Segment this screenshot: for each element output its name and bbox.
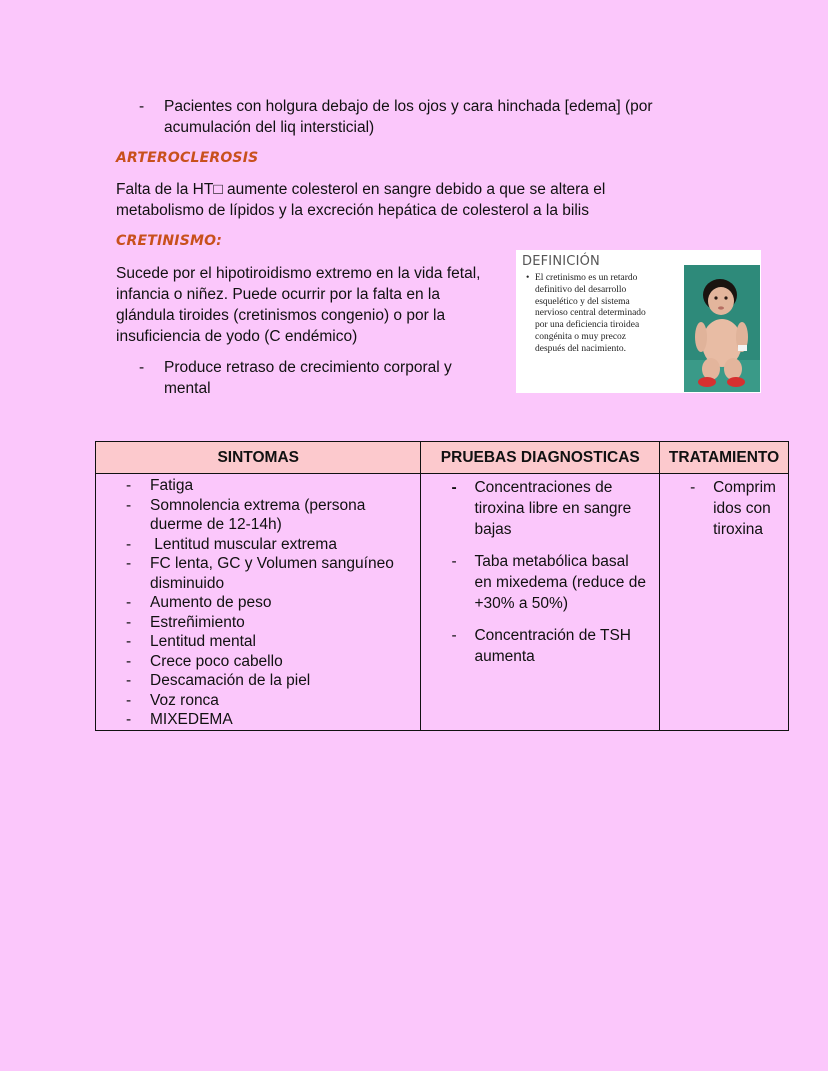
bullet-dash: - xyxy=(139,359,145,376)
list-item: - Concentración de TSH aumenta xyxy=(451,627,632,665)
definition-figure xyxy=(516,250,761,393)
list-item: - Crece poco cabello xyxy=(126,652,283,670)
list-item: - Somnolencia extrema (persona duerme de 12-14h) xyxy=(126,496,366,533)
cretinismo-line: infancia o niñez. Puede ocurrir por la falta en la xyxy=(116,286,440,303)
child-illustration xyxy=(684,265,760,392)
list-item: - Lentitud muscular extrema xyxy=(126,535,337,553)
list-item: - MIXEDEMA xyxy=(126,711,233,728)
list-item: - Aumento de peso xyxy=(126,594,272,611)
list-item: - Fatiga xyxy=(126,477,194,494)
child-photo xyxy=(684,265,760,392)
list-item: - Estreñimiento xyxy=(126,613,245,631)
header-tratamiento: TRATAMIENTO xyxy=(660,442,789,474)
list-item: - Taba metabólica basal en mixedema (reduce de +30% a 50%) xyxy=(451,553,646,612)
arteroclerosis-paragraph xyxy=(116,179,756,221)
definition-line: El cretinismo es un retardo xyxy=(535,273,638,283)
list-item: - Voz ronca xyxy=(126,691,219,709)
cretinismo-bullet-line-1: Produce retraso de crecimiento corporal y xyxy=(164,359,452,376)
definition-title: DEFINICIÓN xyxy=(522,254,600,269)
definition-line: por una deficiencia tiroidea xyxy=(535,320,640,331)
pruebas-cell xyxy=(421,474,660,731)
cretinismo-paragraph xyxy=(116,263,511,347)
definition-line: congénita o muy precoz xyxy=(535,331,627,342)
cretinismo-bullet xyxy=(139,357,499,399)
arteroclerosis-line-1: Falta de la HT□ aumente colesterol en sangre debido a que se altera el xyxy=(116,181,606,198)
tratamiento-cell xyxy=(660,474,789,731)
sintomas-cell xyxy=(96,474,421,731)
header-sintomas: SINTOMAS xyxy=(96,442,421,474)
list-item: - Descamación de la piel xyxy=(126,672,311,689)
list-item: - Concentraciones de tiroxina libre en sangre bajas xyxy=(451,479,632,538)
intro-bullet-line-2: acumulación del liq intersticial) xyxy=(164,119,375,136)
cretinismo-line: insuficiencia de yodo (C endémico) xyxy=(116,328,358,345)
cretinismo-bullet-line-2: mental xyxy=(164,380,211,397)
arteroclerosis-line-2: metabolismo de lípidos y la excreción hepática de colesterol a la bilis xyxy=(116,202,589,219)
definition-bullet: • xyxy=(526,273,530,283)
intro-bullet-line-1: Pacientes con holgura debajo de los ojos y cara hinchada [edema] (por xyxy=(164,98,653,115)
cretinismo-heading: CRETINISMO: xyxy=(116,233,223,249)
arteroclerosis-heading: ARTEROCLEROSIS xyxy=(116,150,259,166)
list-item: - Lentitud mental xyxy=(126,633,256,650)
definition-text xyxy=(526,273,678,356)
cretinismo-line: glándula tiroides (cretinismos congenio) o por la xyxy=(116,307,446,324)
list-item: - Comprim idos con tiroxina xyxy=(690,479,776,538)
cretinismo-line: Sucede por el hipotiroidismo extremo en la vida fetal, xyxy=(116,265,481,282)
definition-line: nervioso central determinado xyxy=(535,308,646,319)
definition-line: esquelético y del sistema xyxy=(535,296,630,307)
intro-bullet xyxy=(139,96,739,138)
list-item: - FC lenta, GC y Volumen sanguíneo disminuido xyxy=(126,555,394,592)
header-pruebas: PRUEBAS DIAGNOSTICAS xyxy=(421,442,660,474)
definition-line: definitivo del desarrollo xyxy=(535,284,627,295)
bullet-dash: - xyxy=(139,98,145,115)
definition-line: después del nacimiento. xyxy=(535,343,627,354)
symptoms-table xyxy=(95,441,789,731)
